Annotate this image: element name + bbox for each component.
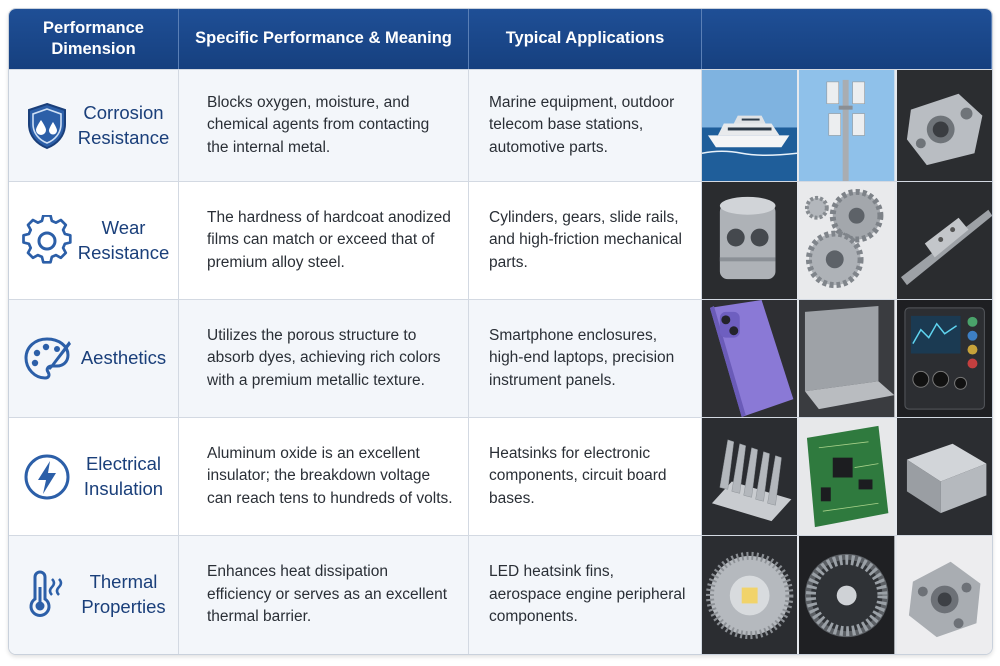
header-images — [702, 9, 992, 69]
header-performance-dimension: Performance Dimension — [9, 9, 179, 69]
images-cell — [702, 535, 992, 654]
meaning-cell: Aluminum oxide is an excellent insulator; the breakdown voltage can reach tens to hundreds of volts. — [179, 417, 469, 535]
aerospace-part-photo — [897, 536, 992, 654]
yacht-photo — [702, 70, 797, 181]
purple-smartphone-photo — [702, 300, 797, 417]
applications-cell: Cylinders, gears, slide rails, and high-friction mechanical parts. — [469, 181, 702, 299]
jet-engine-photo — [799, 536, 894, 654]
lightning-bolt-icon — [21, 451, 73, 503]
applications-cell: Marine equipment, outdoor telecom base stations, automotive parts. — [469, 69, 702, 181]
dimension-label: Electrical Insulation — [83, 452, 164, 499]
circuit-board-photo — [799, 418, 894, 535]
header-specific-performance: Specific Performance & Meaning — [179, 9, 469, 69]
dimension-label: Corrosion Resistance — [77, 101, 170, 148]
dimension-cell — [9, 299, 179, 417]
thermometer-icon — [21, 569, 73, 621]
shield-droplets-icon — [21, 100, 73, 152]
applications-cell: Heatsinks for electronic components, circuit board bases. — [469, 417, 702, 535]
laptop-photo — [799, 300, 894, 417]
performance-table — [8, 8, 993, 655]
dimension-cell — [9, 417, 179, 535]
meaning-cell: Enhances heat dissipation efficiency or serves as an excellent thermal barrier. — [179, 535, 469, 654]
palette-brush-icon — [21, 333, 73, 385]
meaning-cell: The hardness of hardcoat anodized films can match or exceed that of premium alloy steel. — [179, 181, 469, 299]
images-cell — [702, 69, 992, 181]
applications-cell: Smartphone enclosures, high-end laptops, precision instrument panels. — [469, 299, 702, 417]
dimension-cell — [9, 69, 179, 181]
aluminum-enclosure-photo — [897, 418, 992, 535]
dimension-cell — [9, 535, 179, 654]
cylinder-photo — [702, 182, 797, 299]
images-cell — [702, 181, 992, 299]
dimension-label: Wear Resistance — [77, 216, 170, 263]
telecom-tower-photo — [799, 70, 894, 181]
aluminum-automotive-part-photo — [897, 70, 992, 181]
heatsink-photo — [702, 418, 797, 535]
images-cell — [702, 417, 992, 535]
gear-icon — [21, 215, 73, 267]
gears-photo — [799, 182, 894, 299]
meaning-cell: Blocks oxygen, moisture, and chemical agents from contacting the internal metal. — [179, 69, 469, 181]
meaning-cell: Utilizes the porous structure to absorb dyes, achieving rich colors with a premium metallic texture. — [179, 299, 469, 417]
dimension-cell — [9, 181, 179, 299]
images-cell — [702, 299, 992, 417]
dimension-label: Thermal Properties — [81, 571, 166, 617]
dimension-label: Aesthetics — [80, 347, 167, 369]
header-typical-applications: Typical Applications — [469, 9, 702, 69]
slide-rail-photo — [897, 182, 992, 299]
instrument-panel-photo — [897, 300, 992, 417]
applications-cell: LED heatsink fins, aerospace engine peripheral components. — [469, 535, 702, 654]
led-heatsink-photo — [702, 536, 797, 654]
